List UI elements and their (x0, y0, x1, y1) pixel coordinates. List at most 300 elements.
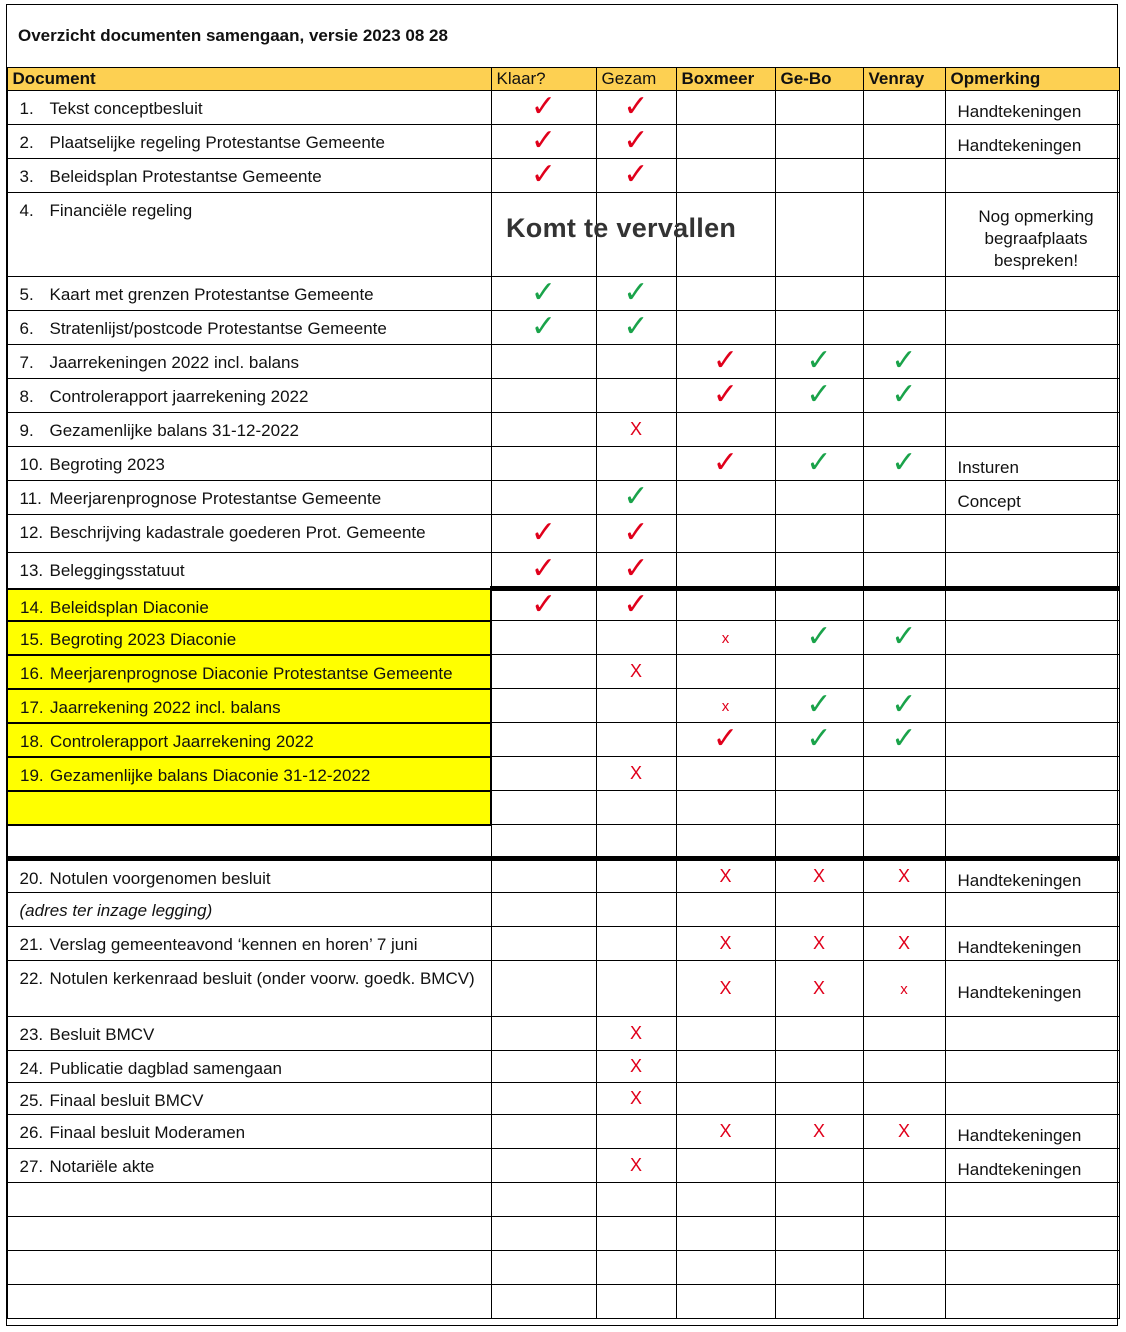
opmerking-cell: Concept (945, 481, 1119, 515)
document-cell (7, 1083, 491, 1115)
check-green-icon: ✓ (530, 310, 557, 343)
cross-icon: X (897, 933, 910, 953)
header-boxmeer: Boxmeer (676, 68, 775, 91)
ge-bo-cell (775, 345, 863, 379)
gezam-cell (596, 1051, 676, 1083)
document-name: Meerjarenprognose Diaconie Protestantse Gemeente (50, 663, 453, 683)
gezam-cell (596, 927, 676, 961)
document-cell (7, 553, 491, 589)
check-green-icon: ✓ (623, 480, 649, 513)
row-number: 9. (19, 421, 34, 440)
venray-cell (863, 125, 945, 159)
check-green-icon: ✓ (891, 446, 917, 479)
ge-bo-cell (775, 927, 863, 961)
check-green-icon: ✓ (891, 344, 917, 377)
table-row (7, 91, 1119, 125)
row-number: 2. (19, 133, 34, 152)
venray-cell (863, 159, 945, 193)
row-number: 25. (19, 1091, 44, 1110)
klaar-cell (491, 1217, 596, 1251)
cross-icon: X (719, 1121, 732, 1141)
gezam-cell (596, 1251, 676, 1285)
cross-icon: X (812, 1121, 825, 1141)
document-name: Publicatie dagblad samengaan (49, 1059, 283, 1078)
boxmeer-cell (676, 277, 775, 311)
gezam-cell (596, 1285, 676, 1319)
boxmeer-cell (676, 481, 775, 515)
check-green-icon: ✓ (623, 310, 649, 343)
check-green-icon: ✓ (623, 276, 649, 309)
row-number: 7. (19, 353, 34, 372)
gezam-cell (596, 589, 676, 621)
ge-bo-cell (775, 825, 863, 859)
document-cell (7, 345, 491, 379)
cross-icon: X (629, 1088, 642, 1108)
row-number: 5. (19, 285, 34, 304)
venray-cell (863, 193, 945, 277)
venray-cell (863, 621, 945, 655)
document-cell (7, 1051, 491, 1083)
venray-cell (863, 1017, 945, 1051)
ge-bo-cell (775, 689, 863, 723)
opmerking-cell (945, 515, 1119, 553)
header-klaar: Klaar? (491, 68, 596, 91)
opmerking-cell (945, 413, 1119, 447)
ge-bo-cell (775, 1017, 863, 1051)
check-green-icon: ✓ (891, 378, 917, 411)
gezam-cell (596, 655, 676, 689)
opmerking-cell (945, 791, 1119, 825)
document-name: Verslag gemeenteavond ‘kennen en horen’ 7 juni (49, 935, 418, 954)
document-name: Finaal besluit Moderamen (49, 1123, 246, 1142)
klaar-cell (491, 1251, 596, 1285)
klaar-cell (491, 91, 596, 125)
document-cell (7, 379, 491, 413)
opmerking-cell (945, 1183, 1119, 1217)
check-green-icon: ✓ (891, 620, 917, 653)
gezam-cell (596, 553, 676, 589)
klaar-cell (491, 481, 596, 515)
venray-cell (863, 723, 945, 757)
table-row (7, 1183, 1119, 1217)
opmerking-cell (945, 689, 1119, 723)
document-cell (7, 927, 491, 961)
opmerking-cell (945, 1017, 1119, 1051)
boxmeer-cell (676, 1051, 775, 1083)
klaar-cell (491, 1017, 596, 1051)
table-row (7, 1051, 1119, 1083)
venray-cell (863, 447, 945, 481)
ge-bo-cell (775, 159, 863, 193)
opmerking-cell: Handtekeningen (945, 1115, 1119, 1149)
venray-cell (863, 277, 945, 311)
venray-cell (863, 1051, 945, 1083)
document-cell (7, 1285, 491, 1319)
row-number: 18. (20, 731, 44, 751)
gezam-cell (596, 125, 676, 159)
gezam-cell (596, 825, 676, 859)
klaar-cell (491, 723, 596, 757)
ge-bo-cell (775, 553, 863, 589)
row-number: 4. (19, 201, 34, 220)
check-red-icon: ✓ (530, 552, 557, 585)
boxmeer-cell (676, 1285, 775, 1319)
gezam-cell (596, 1183, 676, 1217)
gezam-cell (596, 1017, 676, 1051)
table-row (7, 791, 1119, 825)
boxmeer-cell (676, 723, 775, 757)
document-cell (7, 655, 491, 689)
ge-bo-cell (775, 91, 863, 125)
check-red-icon: ✓ (623, 124, 649, 157)
venray-cell (863, 655, 945, 689)
opmerking-cell: Handtekeningen (945, 125, 1119, 159)
document-name: Beleidsplan Protestantse Gemeente (49, 167, 322, 186)
gezam-cell (596, 379, 676, 413)
row-number: 10. (19, 455, 44, 474)
document-cell (7, 1251, 491, 1285)
table-row (7, 1115, 1119, 1149)
boxmeer-cell (676, 159, 775, 193)
table-row (7, 689, 1119, 723)
cross-icon: X (897, 1121, 910, 1141)
gezam-cell (596, 311, 676, 345)
document-cell (7, 413, 491, 447)
gezam-cell (596, 345, 676, 379)
document-name: Notariële akte (49, 1157, 155, 1176)
cross-small-icon: x (721, 697, 730, 715)
document-cell (7, 311, 491, 345)
check-green-icon: ✓ (530, 276, 557, 309)
ge-bo-cell (775, 515, 863, 553)
document-cell (7, 193, 491, 277)
boxmeer-cell (676, 515, 775, 553)
gezam-cell (596, 1083, 676, 1115)
document-name: Beleggingsstatuut (49, 561, 185, 580)
ge-bo-cell (775, 1183, 863, 1217)
klaar-cell (491, 961, 596, 1017)
klaar-cell (491, 379, 596, 413)
opmerking-cell: Handtekeningen (945, 961, 1119, 1017)
check-red-icon: ✓ (530, 158, 557, 191)
venray-cell (863, 515, 945, 553)
documents-table (6, 67, 1120, 1319)
venray-cell (863, 379, 945, 413)
venray-cell (863, 825, 945, 859)
boxmeer-cell (676, 311, 775, 345)
klaar-cell (491, 655, 596, 689)
klaar-cell (491, 515, 596, 553)
venray-cell (863, 961, 945, 1017)
klaar-cell (491, 553, 596, 589)
header-ge-bo: Ge-Bo (775, 68, 863, 91)
document-name: Finaal besluit BMCV (49, 1091, 204, 1110)
cross-icon: X (812, 866, 825, 886)
ge-bo-cell (775, 723, 863, 757)
cross-icon: X (629, 1155, 642, 1175)
ge-bo-cell (775, 379, 863, 413)
document-cell (7, 825, 491, 859)
gezam-cell (596, 621, 676, 655)
boxmeer-cell (676, 655, 775, 689)
ge-bo-cell (775, 1083, 863, 1115)
boxmeer-cell (676, 91, 775, 125)
document-cell (7, 1217, 491, 1251)
table-row (7, 481, 1119, 515)
document-name: Tekst conceptbesluit (49, 99, 203, 118)
table-row (7, 589, 1119, 621)
venray-cell (863, 589, 945, 621)
document-cell (7, 447, 491, 481)
boxmeer-cell (676, 589, 775, 621)
table-row (7, 621, 1119, 655)
venray-cell (863, 859, 945, 893)
row-number: 16. (20, 663, 44, 683)
document-cell (7, 1017, 491, 1051)
gezam-cell (596, 277, 676, 311)
check-red-icon: ✓ (531, 588, 557, 621)
gezam-cell (596, 413, 676, 447)
boxmeer-cell (676, 1017, 775, 1051)
row-number: 14. (20, 597, 44, 617)
opmerking-cell (945, 379, 1119, 413)
overlay-komt-te-vervallen: Komt te vervallen (506, 213, 737, 243)
row-number: 27. (19, 1157, 44, 1176)
cross-icon: X (897, 866, 910, 886)
gezam-cell (596, 1115, 676, 1149)
ge-bo-cell (775, 1217, 863, 1251)
boxmeer-cell (676, 961, 775, 1017)
gezam-cell (596, 723, 676, 757)
cross-icon: X (719, 866, 732, 886)
venray-cell (863, 757, 945, 791)
klaar-cell (491, 621, 596, 655)
boxmeer-cell (676, 1115, 775, 1149)
venray-cell (863, 345, 945, 379)
table-row (7, 345, 1119, 379)
table-row (7, 553, 1119, 589)
cross-icon: X (629, 661, 642, 681)
document-name: Financiële regeling (49, 201, 193, 220)
opmerking-cell (945, 1217, 1119, 1251)
table-row (7, 447, 1119, 481)
document-name: Begroting 2023 Diaconie (50, 629, 237, 649)
table-row (7, 277, 1119, 311)
check-green-icon: ✓ (806, 620, 832, 653)
check-green-icon: ✓ (806, 722, 832, 755)
ge-bo-cell (775, 311, 863, 345)
boxmeer-cell (676, 791, 775, 825)
document-cell (7, 1149, 491, 1183)
table-row (7, 927, 1119, 961)
venray-cell (863, 481, 945, 515)
boxmeer-cell (676, 893, 775, 927)
cross-small-icon: x (900, 980, 908, 998)
row-number: 11. (19, 489, 42, 508)
row-number: 23. (19, 1025, 44, 1044)
opmerking-cell (945, 277, 1119, 311)
boxmeer-cell (676, 1083, 775, 1115)
table-row (7, 379, 1119, 413)
row-number: 26. (19, 1123, 44, 1142)
header-gezam: Gezam (596, 68, 676, 91)
opmerking-cell (945, 553, 1119, 589)
header-opmerking: Opmerking (945, 68, 1119, 91)
klaar-cell (491, 893, 596, 927)
klaar-cell (491, 1149, 596, 1183)
klaar-cell (491, 413, 596, 447)
boxmeer-cell (676, 689, 775, 723)
klaar-cell (491, 791, 596, 825)
klaar-cell (491, 345, 596, 379)
boxmeer-cell (676, 413, 775, 447)
table-row (7, 125, 1119, 159)
table-row (7, 1217, 1119, 1251)
klaar-cell (491, 1183, 596, 1217)
ge-bo-cell (775, 125, 863, 159)
document-cell (7, 515, 491, 553)
ge-bo-cell (775, 1149, 863, 1183)
document-cell (7, 893, 491, 927)
gezam-cell (596, 757, 676, 791)
opmerking-cell (945, 655, 1119, 689)
document-name: Jaarrekeningen 2022 incl. balans (49, 353, 300, 372)
gezam-cell (596, 859, 676, 893)
check-green-icon: ✓ (891, 722, 917, 755)
venray-cell (863, 1083, 945, 1115)
check-red-icon: ✓ (530, 124, 557, 157)
opmerking-cell: Handtekeningen (945, 927, 1119, 961)
row-number: 15. (20, 629, 44, 649)
check-red-icon: ✓ (712, 344, 739, 377)
document-name: Beleidsplan Diaconie (50, 597, 209, 617)
opmerking-cell (945, 825, 1119, 859)
klaar-cell (491, 927, 596, 961)
venray-cell (863, 1149, 945, 1183)
boxmeer-cell (676, 1149, 775, 1183)
ge-bo-cell (775, 277, 863, 311)
check-green-icon: ✓ (806, 344, 832, 377)
row-number: 22. (19, 969, 44, 988)
document-cell (7, 757, 491, 791)
boxmeer-cell (676, 1217, 775, 1251)
ge-bo-cell (775, 413, 863, 447)
opmerking-cell: Handtekeningen (945, 859, 1119, 893)
check-red-icon: ✓ (623, 158, 649, 191)
document-cell (7, 125, 491, 159)
ge-bo-cell (775, 1285, 863, 1319)
document-name: Besluit BMCV (49, 1025, 155, 1044)
document-cell (7, 621, 491, 655)
opmerking-cell: Handtekeningen (945, 1149, 1119, 1183)
document-cell (7, 1183, 491, 1217)
venray-cell (863, 413, 945, 447)
boxmeer-cell (676, 447, 775, 481)
boxmeer-cell (676, 379, 775, 413)
gezam-cell (596, 1149, 676, 1183)
opmerking-cell (945, 1083, 1119, 1115)
ge-bo-cell (775, 481, 863, 515)
gezam-cell (596, 159, 676, 193)
cross-icon: X (629, 1056, 642, 1076)
cross-small-icon: x (721, 629, 730, 647)
klaar-cell (491, 125, 596, 159)
row-number: 19. (20, 765, 44, 785)
boxmeer-cell (676, 1251, 775, 1285)
klaar-cell (491, 159, 596, 193)
klaar-cell (491, 825, 596, 859)
venray-cell (863, 553, 945, 589)
klaar-cell (491, 311, 596, 345)
table-row (7, 311, 1119, 345)
document-cell (7, 481, 491, 515)
document-name: Controlerapport jaarrekening 2022 (49, 387, 309, 406)
table-row (7, 1083, 1119, 1115)
check-red-icon: ✓ (712, 722, 739, 755)
document-name: Notulen kerkenraad besluit (onder voorw. goedk. BMCV) (49, 969, 475, 988)
ge-bo-cell (775, 655, 863, 689)
check-red-icon: ✓ (623, 588, 649, 621)
venray-cell (863, 1217, 945, 1251)
check-green-icon: ✓ (806, 688, 832, 721)
opmerking-cell (945, 893, 1119, 927)
table-row (7, 1285, 1119, 1319)
venray-cell (863, 1251, 945, 1285)
document-cell (7, 791, 491, 825)
table-row (7, 159, 1119, 193)
opmerking-cell (945, 621, 1119, 655)
opmerking-cell (945, 159, 1119, 193)
check-green-icon: ✓ (806, 378, 832, 411)
check-green-icon: ✓ (891, 688, 917, 721)
document-name: Kaart met grenzen Protestantse Gemeente (49, 285, 374, 304)
row-number: 1. (19, 99, 34, 118)
header-venray: Venray (863, 68, 945, 91)
document-name: Plaatselijke regeling Protestantse Gemeente (49, 133, 385, 152)
document-name: Stratenlijst/postcode Protestantse Gemeente (49, 319, 387, 338)
venray-cell (863, 1115, 945, 1149)
gezam-cell (596, 481, 676, 515)
table-row (7, 655, 1119, 689)
document-cell (7, 961, 491, 1017)
row-number: 17. (20, 697, 44, 717)
row-number: 20. (19, 869, 44, 888)
gezam-cell (596, 689, 676, 723)
document-name: Gezamenlijke balans Diaconie 31-12-2022 (50, 765, 371, 785)
row-number: 13. (19, 561, 44, 580)
boxmeer-cell (676, 927, 775, 961)
cross-icon: X (629, 419, 642, 439)
klaar-cell (491, 589, 596, 621)
boxmeer-cell (676, 757, 775, 791)
gezam-cell (596, 447, 676, 481)
opmerking-cell (945, 1251, 1119, 1285)
check-red-icon: ✓ (712, 378, 739, 411)
cross-icon: X (812, 978, 825, 998)
cross-icon: X (629, 1023, 642, 1043)
document-cell (7, 159, 491, 193)
cross-icon: X (719, 978, 732, 998)
klaar-cell (491, 859, 596, 893)
document-name: Meerjarenprognose Protestantse Gemeente (49, 489, 382, 508)
document-cell (7, 689, 491, 723)
ge-bo-cell (775, 961, 863, 1017)
klaar-cell (491, 689, 596, 723)
ge-bo-cell (775, 757, 863, 791)
boxmeer-cell (676, 859, 775, 893)
boxmeer-cell (676, 825, 775, 859)
table-row (7, 1017, 1119, 1051)
